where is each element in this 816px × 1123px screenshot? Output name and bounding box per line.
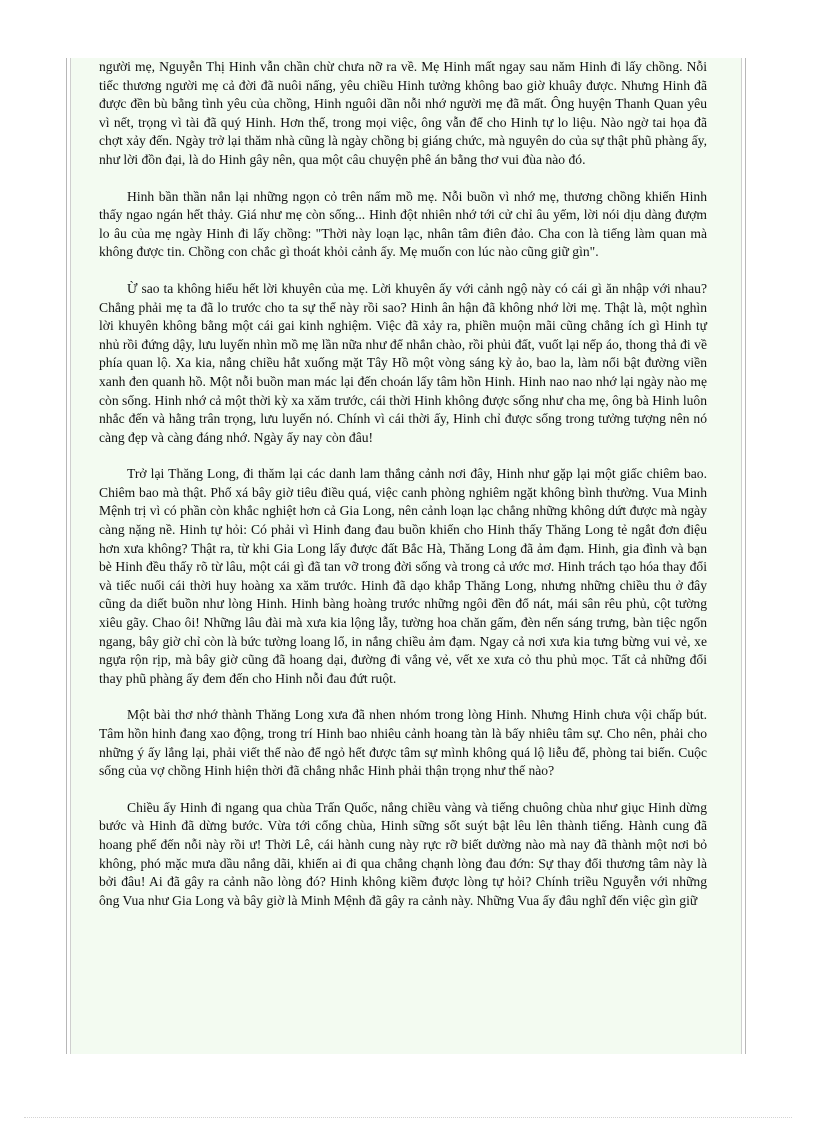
- left-border-line: [66, 58, 67, 1054]
- right-border-line: [745, 58, 746, 1054]
- page-content: [71, 58, 741, 1054]
- document-page: [66, 58, 746, 1054]
- paragraph-1: người mẹ, Nguyễn Thị Hinh vẫn chần chừ chưa nỡ ra về. Mẹ Hinh mất ngay sau năm Hinh đi lấy chồng. Nỗi tiếc thương người mẹ cả đời đã nuôi nấng, yêu chiều Hinh tưởng không bao giờ khuây được. Nhưng Hinh đã được đền bù bằng tình yêu của chồng, Hinh nguôi dần nỗi nhớ người mẹ đã mất. Ông huyện Thanh Quan yêu vì nết, trọng vì tài đã quý Hinh. Hơn thế, trong mọi việc, ông vẫn để cho Hinh tự lo liệu. Nào ngờ tai họa đã chợt xảy đến. Ngày trở lại thăm nhà cũng là ngày chồng bị giáng chức, mà nguyên do của sự thật phũ phàng ấy, như lời đồn đại, là do Hinh gây nên, qua một câu chuyện phê án bằng thơ vui đùa nào đó.: [99, 59, 707, 167]
- paragraph-3: Ừ sao ta không hiểu hết lời khuyên của mẹ. Lời khuyên ấy với cảnh ngộ này có cái gì ăn nhập với nhau? Chẳng phải mẹ ta đã lo trước cho ta sự thể này rồi sao? Hinh ân hận đã không nhớ lời mẹ. Thật là, một nghìn lời khuyên không bằng một cái gai kinh nghiệm. Việc đã xảy ra, phiền muộn mãi cũng chẳng ích gì Hinh tự nhủ rồi đứng dậy, lưu luyến nhìn mồ mẹ lần nữa như để nhắn chào, rồi phủi đất, vuốt lại nếp áo, thong thả đi về phía quan lộ. Xa kia, nắng chiều hắt xuống mặt Tây Hồ một vòng sáng kỳ ảo, bao la, làm nổi bật đường viền xanh đen quanh hồ. Một nỗi buồn man mác lại đến choán lấy tâm hồn Hinh. Hinh nao nao nhớ lại ngày nào mẹ còn sống. Hinh nhớ cả một thời kỳ xa xăm trước, cái thời Hinh không được sống như cha mẹ, ông bà Hinh luôn nhắc đến và hằng trân trọng, lưu luyến nó. Chính vì cái thời ấy, Hinh chỉ được sống trong tưởng tượng nên nó càng đẹp và càng đáng nhớ. Ngày ấy nay còn đâu!: [99, 280, 707, 445]
- paragraph-5: Một bài thơ nhớ thành Thăng Long xưa đã nhen nhóm trong lòng Hinh. Nhưng Hinh chưa vội chấp bút. Tâm hồn hinh đang xao động, trong trí Hinh bao nhiêu cảnh hoang tàn là bấy nhiêu tâm sự. Cho nên, phải cho những ý ấy lắng lại, phải viết thế nào để ngỏ hết được tâm sự mình không quá lộ liễu để, phòng tai biến. Cuộc sống của vợ chồng Hinh hiện thời đã chẳng nhắc Hinh phải thận trọng như thế nào?: [99, 707, 707, 779]
- paragraph-6: Chiều ấy Hinh đi ngang qua chùa Trấn Quốc, nắng chiều vàng và tiếng chuông chùa như giục Hinh dừng bước và Hinh đã dừng bước. Vừa tới cổng chùa, Hinh sững sốt suýt bật lêu lên thành tiếng. Hành cung đã hoang phế đến nỗi này rồi ư! Thời Lê, cái hành cung này rực rỡ biết dường nào mà nay đã thành một nơi bỏ không, phó mặc mưa dầu nắng dãi, khiến ai đi qua chẳng chạnh lòng đau đớn: Sự thay đổi thương tâm này là bởi đâu! Ai đã gây ra cảnh não lòng đó? Hinh không kiềm được lòng tự hỏi? Chính triều Nguyễn với những ông Vua như Gia Long và bây giờ là Minh Mệnh đã gây ra cảnh này. Những Vua ấy đâu nghĩ đến việc gìn giữ: [99, 799, 707, 908]
- page-bottom-divider: [24, 1117, 792, 1118]
- paragraph-2: Hinh bần thần nắn lại những ngọn cỏ trên nấm mồ mẹ. Nỗi buồn vì nhớ mẹ, thương chồng khiến Hinh thấy ngao ngán hết thảy. Giá như mẹ còn sống... Hinh đột nhiên nhớ tới cử chỉ âu yếm, lời nói dịu dàng đượm lo âu của mẹ ngày Hinh đi lấy chồng: "Thời này loạn lạc, nhân tâm điên đảo. Cha con là tiếng làm quan mà không được tin. Chồng con chắc gì thoát khỏi cảnh ấy. Mẹ muốn con lúc nào cũng giữ gìn".: [99, 188, 707, 260]
- article-body: [71, 58, 741, 910]
- paragraph-4: Trở lại Thăng Long, đi thăm lại các danh lam thắng cảnh nơi đây, Hinh như gặp lại một giấc chiêm bao. Chiêm bao mà thật. Phố xá bây giờ tiêu điều quá, việc canh phòng nghiêm ngặt không bình thường. Vua Minh Mệnh trị vì có phần còn khắc nghiệt hơn cả Gia Long, nên cảnh loạn lạc chẳng những không dứt được mà ngày càng nặng nề. Hinh tự hỏi: Có phải vì Hinh đang đau buồn khiến cho Hinh thấy Thăng Long tẻ ngắt đơn điệu hơn xưa không? Thật ra, từ khi Gia Long lấy được đất Bắc Hà, Thăng Long đã ảm đạm. Hinh, gia đình và bạn bè Hinh đều thấy rõ từ lâu, một cái gì đã tan vỡ trong đời sống và trong cả ước mơ. Hinh trách tạo hóa thay đổi và tiếc nuối cái thời huy hoàng xa xăm trước. Hinh đã dạo khắp Thăng Long, nhưng những chiều thu ở đây cũng da diết buồn như lòng Hinh. Hinh bàng hoàng trước những ngôi đền đổ nát, mái sân rêu phủ, cột tường xiêu gãy. Chao ôi! Những lâu đài mà xưa kia lộng lẫy, tường hoa chăn gấm, đèn nến sáng trưng, bàn tiệc ngổn ngang, bây giờ chỉ còn là bức tường loang lổ, in nắng chiều ảm đạm. Ngay cả nơi xưa kia tưng bừng vui vẻ, xe ngựa rộn rịp, mà bây giờ cũng đã hoang dại, đường đi vắng vẻ, vết xe xưa cỏ thu phủ mọc. Tất cả những đổi thay phũ phàng ấy đem đến cho Hinh nỗi đau đứt ruột.: [99, 466, 707, 686]
- right-border-inner-line: [741, 58, 742, 1054]
